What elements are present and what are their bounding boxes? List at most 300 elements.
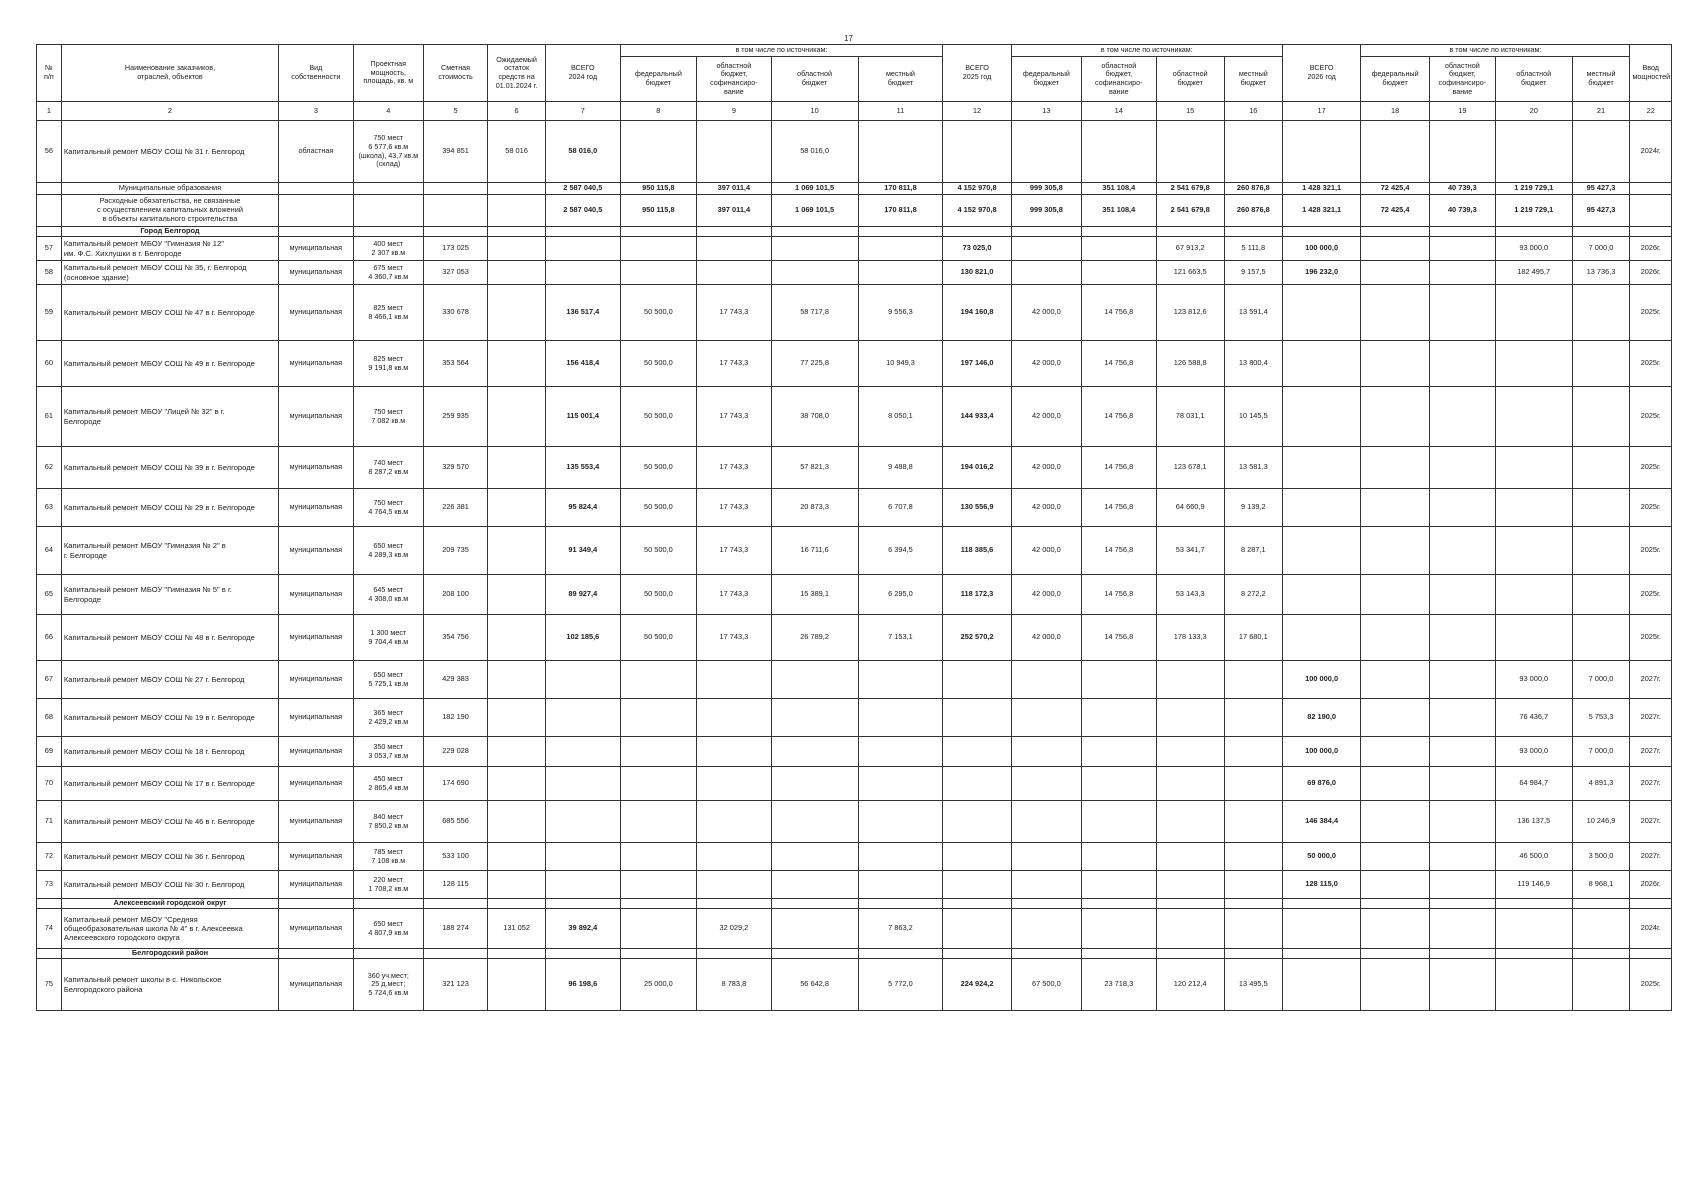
header-cost: Сметная стоимость <box>423 45 487 102</box>
cell-loc-2024 <box>858 767 943 801</box>
cell-loc-2024 <box>858 699 943 737</box>
cell-loc-2026: 7 000,0 <box>1572 737 1630 767</box>
cell-name: Капитальный ремонт МБОУ СОШ № 46 в г. Белгороде <box>61 801 278 843</box>
cell-cof-2026 <box>1429 959 1495 1011</box>
cell-total-2026 <box>1282 489 1361 527</box>
cell-obl-2024: 38 708,0 <box>771 387 858 447</box>
table-row <box>37 489 1672 527</box>
table-row <box>37 237 1672 261</box>
cell-fed-2024: 950 115,8 <box>620 183 697 195</box>
cell-cost: 685 556 <box>423 801 487 843</box>
cell-fed-2024: 50 500,0 <box>620 575 697 615</box>
cell-obl-2024: 57 821,3 <box>771 447 858 489</box>
cell-total-2024 <box>546 801 621 843</box>
cell-loc-2024 <box>858 121 943 183</box>
table-row <box>37 447 1672 489</box>
cell-cof-2026 <box>1429 261 1495 285</box>
cell-cost: 321 123 <box>423 959 487 1011</box>
cell-fed-2025: 42 000,0 <box>1011 527 1081 575</box>
cell-remaining: 58 016 <box>488 121 546 183</box>
cell-cof-2024: 17 743,3 <box>697 387 772 447</box>
cell-fed-2024 <box>620 737 697 767</box>
cell-loc-2024 <box>858 661 943 699</box>
cell-obl-2026 <box>1495 121 1572 183</box>
cell-n: 73 <box>37 871 62 899</box>
cell-fed-2026 <box>1361 527 1429 575</box>
cell-cof-2025: 14 756,8 <box>1082 489 1157 527</box>
cell-obl-2024 <box>771 767 858 801</box>
cell-cof-2026 <box>1429 801 1495 843</box>
cell-capacity: 645 мест 4 308,0 кв.м <box>353 575 423 615</box>
cell-name: Капитальный ремонт МБОУ СОШ № 27 г. Белгород <box>61 661 278 699</box>
cell-cost: 229 028 <box>423 737 487 767</box>
cell-cof-2025: 23 718,3 <box>1082 959 1157 1011</box>
cell-total-2025 <box>943 661 1011 699</box>
cell-loc-2026: 4 891,3 <box>1572 767 1630 801</box>
header-obl-2026: областной бюджет <box>1495 57 1572 102</box>
cell-cof-2025 <box>1082 661 1157 699</box>
cell-cof-2026 <box>1429 871 1495 899</box>
cell-loc-2025: 13 495,5 <box>1224 959 1282 1011</box>
cell-loc-2025: 13 591,4 <box>1224 285 1282 341</box>
cell-total-2024: 135 553,4 <box>546 447 621 489</box>
cell-obl-2026 <box>1495 489 1572 527</box>
cell-cof-2024 <box>697 121 772 183</box>
cell-name: Капитальный ремонт МБОУ СОШ № 18 г. Белгород <box>61 737 278 767</box>
cell-commissioning: 2025г. <box>1630 489 1672 527</box>
cell-ownership: муниципальная <box>279 767 354 801</box>
table-row <box>37 285 1672 341</box>
cell-loc-2026 <box>1572 615 1630 661</box>
cell-cof-2026 <box>1429 489 1495 527</box>
cell-loc-2025: 10 145,5 <box>1224 387 1282 447</box>
cell-obl-2025: 53 341,7 <box>1156 527 1224 575</box>
cell-remaining <box>488 843 546 871</box>
cell-loc-2026: 7 000,0 <box>1572 237 1630 261</box>
cell-total-2025: 224 924,2 <box>943 959 1011 1011</box>
cell-cof-2025 <box>1082 801 1157 843</box>
cell-capacity: 750 мест 7 082 кв.м <box>353 387 423 447</box>
cell-cost: 533 100 <box>423 843 487 871</box>
table-row <box>37 261 1672 285</box>
cell-obl-2025: 67 913,2 <box>1156 237 1224 261</box>
cell-cost: 226 381 <box>423 489 487 527</box>
cell-total-2024: 39 892,4 <box>546 909 621 949</box>
header-loc-2024: местный бюджет <box>858 57 943 102</box>
cell-fed-2026 <box>1361 121 1429 183</box>
cell-ownership: муниципальная <box>279 489 354 527</box>
cell-cost: 128 115 <box>423 871 487 899</box>
cell-total-2024: 2 587 040,5 <box>546 195 621 227</box>
cell-obl-2025 <box>1156 801 1224 843</box>
cell-obl-2025: 120 212,4 <box>1156 959 1224 1011</box>
cell-loc-2025: 13 581,3 <box>1224 447 1282 489</box>
cell-commissioning: 2025г. <box>1630 387 1672 447</box>
cell-loc-2024: 9 556,3 <box>858 285 943 341</box>
cell-cof-2025: 351 108,4 <box>1082 195 1157 227</box>
table-row <box>37 575 1672 615</box>
cell-total-2026 <box>1282 575 1361 615</box>
cell-name: Капитальный ремонт МБОУ СОШ № 17 в г. Белгороде <box>61 767 278 801</box>
table-row <box>37 387 1672 447</box>
cell-obl-2024: 26 789,2 <box>771 615 858 661</box>
cell-n: 57 <box>37 237 62 261</box>
cell-fed-2026 <box>1361 447 1429 489</box>
document-table-wrapper <box>36 44 1672 1011</box>
cell-commissioning <box>1630 195 1672 227</box>
cell-fed-2024 <box>620 909 697 949</box>
cell-ownership: муниципальная <box>279 871 354 899</box>
cell-cof-2024: 17 743,3 <box>697 615 772 661</box>
cell-loc-2026 <box>1572 959 1630 1011</box>
cell-loc-2026 <box>1572 489 1630 527</box>
cell-fed-2026 <box>1361 341 1429 387</box>
cell-fed-2024: 50 500,0 <box>620 615 697 661</box>
cell-n: 65 <box>37 575 62 615</box>
summary-row <box>37 183 1672 195</box>
cell-total-2025: 73 025,0 <box>943 237 1011 261</box>
cell-cost: 208 100 <box>423 575 487 615</box>
cell-loc-2026: 5 753,3 <box>1572 699 1630 737</box>
cell-cof-2025: 14 756,8 <box>1082 341 1157 387</box>
cell-fed-2024: 950 115,8 <box>620 195 697 227</box>
cell-capacity: 740 мест 8 287,2 кв.м <box>353 447 423 489</box>
cell-total-2026: 1 428 321,1 <box>1282 195 1361 227</box>
cell-remaining: 131 052 <box>488 909 546 949</box>
column-numbers-row <box>37 102 1672 121</box>
cell-cost: 209 735 <box>423 527 487 575</box>
cell-capacity: 360 уч.мест; 25 д.мест; 5 724,6 кв.м <box>353 959 423 1011</box>
cell-loc-2025 <box>1224 737 1282 767</box>
cell-fed-2026 <box>1361 843 1429 871</box>
column-number: 3 <box>279 102 354 121</box>
cell-total-2024: 2 587 040,5 <box>546 183 621 195</box>
cell-loc-2024: 6 295,0 <box>858 575 943 615</box>
cell-cost <box>423 195 487 227</box>
cell-remaining <box>488 801 546 843</box>
cell-total-2025: 144 933,4 <box>943 387 1011 447</box>
cell-obl-2026: 93 000,0 <box>1495 737 1572 767</box>
cell-fed-2026 <box>1361 615 1429 661</box>
cell-n: 72 <box>37 843 62 871</box>
cell-fed-2024 <box>620 261 697 285</box>
cell-name: Капитальный ремонт МБОУ СОШ № 29 в г. Белгороде <box>61 489 278 527</box>
cell-cof-2024 <box>697 767 772 801</box>
section-title: Белгородский район <box>61 949 278 959</box>
cell-n: 69 <box>37 737 62 767</box>
cell-loc-2024 <box>858 801 943 843</box>
cell-loc-2026 <box>1572 527 1630 575</box>
table-row <box>37 959 1672 1011</box>
column-number: 19 <box>1429 102 1495 121</box>
header-group-2026: в том числе по источникам: <box>1361 45 1630 57</box>
cell-obl-2024 <box>771 871 858 899</box>
cell-total-2026: 146 384,4 <box>1282 801 1361 843</box>
cell-obl-2025: 121 663,5 <box>1156 261 1224 285</box>
cell-fed-2024 <box>620 843 697 871</box>
cell-loc-2025: 5 111,8 <box>1224 237 1282 261</box>
cell-total-2025: 197 146,0 <box>943 341 1011 387</box>
cell-total-2025 <box>943 871 1011 899</box>
cell-commissioning: 2026г. <box>1630 261 1672 285</box>
cell-obl-2024 <box>771 699 858 737</box>
cell-capacity: 220 мест 1 708,2 кв.м <box>353 871 423 899</box>
cell-obl-2024: 1 069 101,5 <box>771 195 858 227</box>
cell-fed-2026 <box>1361 801 1429 843</box>
cell-loc-2026: 8 968,1 <box>1572 871 1630 899</box>
cell-ownership: муниципальная <box>279 843 354 871</box>
header-name: Наименование заказчиков, отраслей, объектов <box>61 45 278 102</box>
column-number: 20 <box>1495 102 1572 121</box>
cell-total-2024: 96 198,6 <box>546 959 621 1011</box>
cell-obl-2025: 2 541 679,8 <box>1156 183 1224 195</box>
cell-obl-2026 <box>1495 575 1572 615</box>
cell-fed-2025: 42 000,0 <box>1011 447 1081 489</box>
cell-cof-2026 <box>1429 615 1495 661</box>
cell-n: 63 <box>37 489 62 527</box>
cell-cof-2026 <box>1429 909 1495 949</box>
cell-obl-2026: 119 146,9 <box>1495 871 1572 899</box>
cell-remaining <box>488 261 546 285</box>
cell-loc-2026 <box>1572 575 1630 615</box>
investment-table <box>36 44 1672 1011</box>
cell-fed-2026 <box>1361 959 1429 1011</box>
cell-total-2024 <box>546 843 621 871</box>
cell-ownership: муниципальная <box>279 699 354 737</box>
header-obl-2025: областной бюджет <box>1156 57 1224 102</box>
cell-n: 64 <box>37 527 62 575</box>
cell-total-2025: 118 385,6 <box>943 527 1011 575</box>
cell-cof-2026 <box>1429 527 1495 575</box>
cell-cof-2025 <box>1082 843 1157 871</box>
cell-loc-2025 <box>1224 699 1282 737</box>
cell-cost: 174 690 <box>423 767 487 801</box>
cell-cof-2025: 14 756,8 <box>1082 447 1157 489</box>
column-number: 17 <box>1282 102 1361 121</box>
cell-loc-2024: 6 707,8 <box>858 489 943 527</box>
cell-loc-2026: 13 736,3 <box>1572 261 1630 285</box>
header-fed-2025: федеральный бюджет <box>1011 57 1081 102</box>
header-group-2024: в том числе по источникам: <box>620 45 943 57</box>
cell-cost: 329 570 <box>423 447 487 489</box>
table-row <box>37 661 1672 699</box>
cell-total-2026 <box>1282 615 1361 661</box>
cell-total-2024 <box>546 737 621 767</box>
cell-cof-2025 <box>1082 737 1157 767</box>
cell-total-2025 <box>943 121 1011 183</box>
column-number: 6 <box>488 102 546 121</box>
cell-cost: 330 678 <box>423 285 487 341</box>
cell-loc-2026: 3 500,0 <box>1572 843 1630 871</box>
cell-ownership: муниципальная <box>279 737 354 767</box>
cell-ownership: муниципальная <box>279 341 354 387</box>
cell-n: 68 <box>37 699 62 737</box>
cell-name: Муниципальные образования <box>61 183 278 195</box>
cell-fed-2026: 72 425,4 <box>1361 183 1429 195</box>
cell-capacity: 350 мест 3 053,7 кв.м <box>353 737 423 767</box>
cell-loc-2025: 17 680,1 <box>1224 615 1282 661</box>
cell-obl-2026 <box>1495 615 1572 661</box>
cell-remaining <box>488 489 546 527</box>
cell-ownership: муниципальная <box>279 959 354 1011</box>
cell-total-2024: 95 824,4 <box>546 489 621 527</box>
cell-n: 66 <box>37 615 62 661</box>
cell-total-2024: 156 418,4 <box>546 341 621 387</box>
cell-commissioning: 2025г. <box>1630 527 1672 575</box>
page-number: 17 <box>844 34 853 43</box>
cell-cof-2024: 397 011,4 <box>697 183 772 195</box>
cell-total-2026: 82 190,0 <box>1282 699 1361 737</box>
cell-commissioning <box>1630 183 1672 195</box>
cell-cof-2025 <box>1082 699 1157 737</box>
cell-fed-2026: 72 425,4 <box>1361 195 1429 227</box>
cell-cof-2026 <box>1429 843 1495 871</box>
cell-obl-2026 <box>1495 387 1572 447</box>
cell-total-2026: 50 000,0 <box>1282 843 1361 871</box>
cell-loc-2026: 95 427,3 <box>1572 183 1630 195</box>
cell-fed-2024 <box>620 121 697 183</box>
cell-cof-2024 <box>697 737 772 767</box>
section-title: Город Белгород <box>61 227 278 237</box>
cell-obl-2025 <box>1156 661 1224 699</box>
column-number: 16 <box>1224 102 1282 121</box>
cell-total-2026 <box>1282 447 1361 489</box>
cell-loc-2025 <box>1224 909 1282 949</box>
cell-cof-2024 <box>697 801 772 843</box>
table-row <box>37 737 1672 767</box>
cell-cof-2025: 14 756,8 <box>1082 527 1157 575</box>
cell-total-2024: 91 349,4 <box>546 527 621 575</box>
cell-n: 71 <box>37 801 62 843</box>
cell-fed-2025 <box>1011 237 1081 261</box>
cell-commissioning: 2027г. <box>1630 737 1672 767</box>
cell-obl-2025 <box>1156 699 1224 737</box>
cell-cof-2025: 14 756,8 <box>1082 615 1157 661</box>
cell-fed-2025: 42 000,0 <box>1011 615 1081 661</box>
cell-cost: 327 053 <box>423 261 487 285</box>
cell-cof-2024 <box>697 261 772 285</box>
cell-n: 67 <box>37 661 62 699</box>
cell-total-2025 <box>943 737 1011 767</box>
cell-loc-2026 <box>1572 909 1630 949</box>
cell-fed-2024 <box>620 767 697 801</box>
cell-fed-2026 <box>1361 237 1429 261</box>
cell-obl-2024: 1 069 101,5 <box>771 183 858 195</box>
cell-fed-2026 <box>1361 661 1429 699</box>
cell-loc-2024: 170 811,8 <box>858 195 943 227</box>
cell-remaining <box>488 183 546 195</box>
cell-cost <box>423 183 487 195</box>
header-obl-2024: областной бюджет <box>771 57 858 102</box>
header-cof-2026: областной бюджет, софинансиро- вание <box>1429 57 1495 102</box>
column-number: 15 <box>1156 102 1224 121</box>
table-body <box>37 102 1672 1011</box>
cell-cof-2024 <box>697 871 772 899</box>
cell-cof-2026 <box>1429 699 1495 737</box>
cell-n <box>37 195 62 227</box>
cell-loc-2026: 7 000,0 <box>1572 661 1630 699</box>
cell-cof-2025 <box>1082 767 1157 801</box>
cell-total-2024 <box>546 261 621 285</box>
cell-total-2024: 58 016,0 <box>546 121 621 183</box>
cell-cof-2026 <box>1429 121 1495 183</box>
cell-cof-2026 <box>1429 447 1495 489</box>
cell-loc-2024: 5 772,0 <box>858 959 943 1011</box>
cell-cof-2024: 32 029,2 <box>697 909 772 949</box>
cell-cof-2026: 40 739,3 <box>1429 183 1495 195</box>
cell-obl-2026: 182 495,7 <box>1495 261 1572 285</box>
cell-fed-2026 <box>1361 387 1429 447</box>
cell-commissioning: 2025г. <box>1630 285 1672 341</box>
cell-name: Капитальный ремонт МБОУ СОШ № 35, г. Белгород (основное здание) <box>61 261 278 285</box>
cell-ownership: муниципальная <box>279 575 354 615</box>
table-row <box>37 843 1672 871</box>
cell-obl-2024: 58 717,8 <box>771 285 858 341</box>
cell-fed-2024: 25 000,0 <box>620 959 697 1011</box>
cell-obl-2026: 46 500,0 <box>1495 843 1572 871</box>
cell-capacity: 785 мест 7 108 кв.м <box>353 843 423 871</box>
cell-remaining <box>488 237 546 261</box>
cell-cof-2026 <box>1429 285 1495 341</box>
cell-loc-2026 <box>1572 341 1630 387</box>
cell-total-2025 <box>943 699 1011 737</box>
cell-fed-2026 <box>1361 261 1429 285</box>
cell-total-2025 <box>943 801 1011 843</box>
cell-name: Капитальный ремонт школы в с. Никольское Белгородского района <box>61 959 278 1011</box>
cell-remaining <box>488 737 546 767</box>
cell-capacity: 650 мест 4 807,9 кв.м <box>353 909 423 949</box>
cell-obl-2026 <box>1495 447 1572 489</box>
cell-loc-2026: 95 427,3 <box>1572 195 1630 227</box>
cell-fed-2025 <box>1011 801 1081 843</box>
cell-cof-2026 <box>1429 575 1495 615</box>
cell-cof-2025 <box>1082 909 1157 949</box>
cell-obl-2025: 53 143,3 <box>1156 575 1224 615</box>
cell-total-2024 <box>546 699 621 737</box>
header-loc-2025: местный бюджет <box>1224 57 1282 102</box>
cell-n: 61 <box>37 387 62 447</box>
cell-cost: 354 756 <box>423 615 487 661</box>
header-total-2026: ВСЕГО 2026 год <box>1282 45 1361 102</box>
column-number: 18 <box>1361 102 1429 121</box>
table-row <box>37 909 1672 949</box>
cell-loc-2024 <box>858 871 943 899</box>
cell-ownership: муниципальная <box>279 285 354 341</box>
cell-commissioning: 2027г. <box>1630 699 1672 737</box>
cell-name: Капитальный ремонт МБОУ "Гимназия № 5" в г. Белгороде <box>61 575 278 615</box>
cell-loc-2026 <box>1572 447 1630 489</box>
cell-obl-2024: 20 873,3 <box>771 489 858 527</box>
table-row <box>37 615 1672 661</box>
cell-loc-2024 <box>858 237 943 261</box>
cell-cof-2026 <box>1429 387 1495 447</box>
cell-loc-2024 <box>858 261 943 285</box>
cell-commissioning: 2027г. <box>1630 801 1672 843</box>
cell-remaining <box>488 285 546 341</box>
cell-fed-2025: 67 500,0 <box>1011 959 1081 1011</box>
cell-loc-2026 <box>1572 121 1630 183</box>
cell-fed-2024 <box>620 871 697 899</box>
cell-total-2025: 194 160,8 <box>943 285 1011 341</box>
cell-obl-2025 <box>1156 121 1224 183</box>
cell-cost: 259 935 <box>423 387 487 447</box>
cell-total-2026: 128 115,0 <box>1282 871 1361 899</box>
cell-cof-2024 <box>697 661 772 699</box>
cell-loc-2026 <box>1572 285 1630 341</box>
cell-cof-2024 <box>697 699 772 737</box>
cell-total-2025: 4 152 970,8 <box>943 195 1011 227</box>
cell-total-2026 <box>1282 341 1361 387</box>
